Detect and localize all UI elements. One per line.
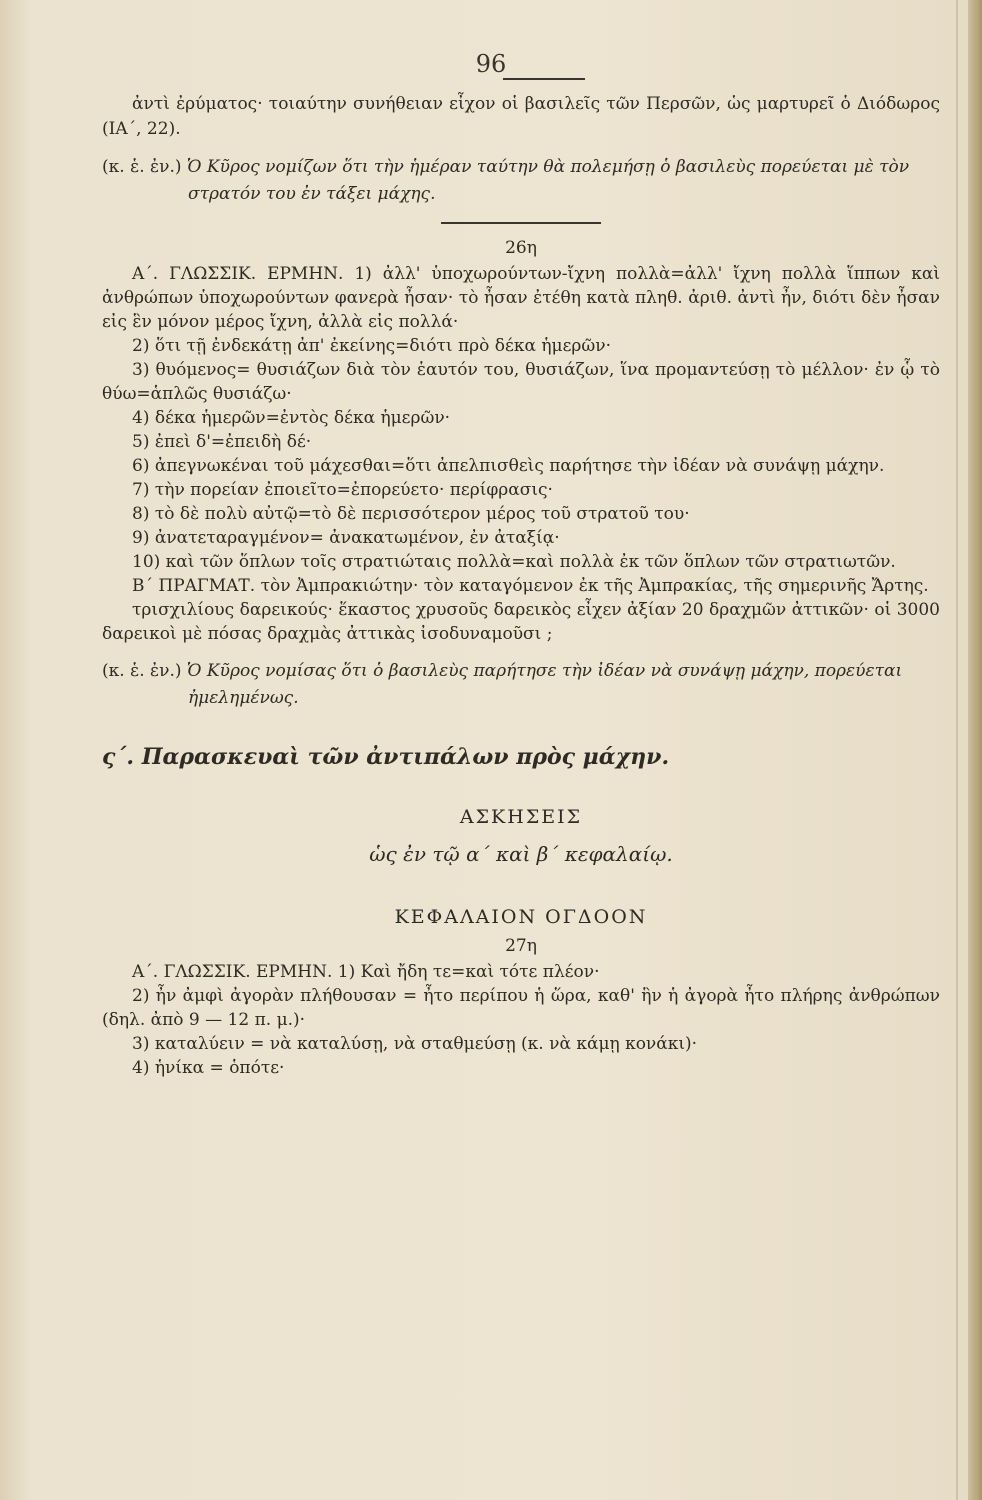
gloss-item: 10) καὶ τῶν ὅπλων τοῖς στρατιώταις πολλὰ=καὶ πολλὰ ἐκ τῶν ὅπλων τῶν στρατιωτῶν. xyxy=(132,552,896,572)
gloss-item: 2) ἦν ἀμφὶ ἀγορὰν πλήθουσαν = ἦτο περίπου ἡ ὥρα, καθ' ἣν ἡ ἀγορὰ ἦτο πλήρης ἀνθρώπων (δηλ. ἀπὸ 9 — 12 π. μ.)· xyxy=(102,986,940,1030)
gloss-item: Α΄. ΓΛΩΣΣΙΚ. ΕΡΜΗΝ. 1) ἀλλ' ὑποχωρούντων-ἴχνη πολλὰ=ἀλλ' ἴχνη πολλὰ ἵππων καὶ ἀνθρώπων ὑποχωρούντων φανερὰ ἦσαν· τὸ ἦσαν ἐτέθη κατὰ πληθ. ἀριθ. ἀντὶ ἦν, διότι δὲν ἦσαν εἰς ἓν μόνον μέρος ἴχνη, ἀλλὰ εἰς πολλά· xyxy=(102,264,940,332)
section-heading: ς΄. Παρασκευαὶ τῶν ἀντιπάλων πρὸς μάχην. xyxy=(102,744,670,770)
gloss-item: τρισχιλίους δαρεικούς· ἕκαστος χρυσοῦς δαρεικὸς εἶχεν ἀξίαν 20 δραχμῶν ἀττικῶν· οἱ 3000 δαρεικοὶ μὲ πόσας δραχμὰς ἀττικὰς ἰσοδυναμοῦσι ; xyxy=(102,600,940,644)
section-26-example-label: (κ. ἑ. ἐν.) xyxy=(102,661,182,681)
gloss-item: 4) ἡνίκα = ὁπότε· xyxy=(132,1058,285,1078)
gloss-item: 9) ἀνατεταραγμένον= ἀνακατωμένον, ἐν ἀταξίᾳ· xyxy=(132,528,560,548)
section-number-27: 27η xyxy=(505,936,537,956)
gloss-item: 7) τὴν πορείαν ἐποιεῖτο=ἐπορεύετο· περίφρασις· xyxy=(132,480,553,500)
gloss-item: Β΄ ΠΡΑΓΜΑΤ. τὸν Ἀμπρακιώτην· τὸν καταγόμενον ἐκ τῆς Ἀμπρακίας, τῆς σημερινῆς Ἄρτης. xyxy=(132,576,929,596)
chapter-title: ΚΕΦΑΛΑΙΟΝ ΟΓΔΟΟΝ xyxy=(394,906,648,928)
exercises-subtitle: ὡς ἐν τῷ α΄ καὶ β΄ κεφαλαίῳ. xyxy=(369,842,673,866)
intro-example-text: Ὁ Κῦρος νομίζων ὅτι τὴν ἡμέραν ταύτην θὰ πολεμήσῃ ὁ βασιλεὺς πορεύεται μὲ τὸν στρατόν του ἐν τάξει μάχης. xyxy=(186,157,910,204)
page-number-underline xyxy=(503,78,585,80)
gloss-item: 4) δέκα ἡμερῶν=ἐντὸς δέκα ἡμερῶν· xyxy=(132,408,451,428)
gloss-item: 6) ἀπεγνωκέναι τοῦ μάχεσθαι=ὅτι ἀπελπισθεὶς παρήτησε τὴν ἰδέαν νὰ συνάψῃ μάχην. xyxy=(132,456,885,476)
gloss-item: 2) ὅτι τῇ ἐνδεκάτῃ ἀπ' ἐκείνης=διότι πρὸ δέκα ἡμερῶν· xyxy=(132,336,611,356)
gloss-item: 5) ἐπεὶ δ'=ἐπειδὴ δέ· xyxy=(132,432,312,452)
intro-text: ἀντὶ ἐρύματος· τοιαύτην συνήθειαν εἶχον οἱ βασιλεῖς τῶν Περσῶν, ὡς μαρτυρεῖ ὁ Διόδωρος (ΙΑ΄, 22). xyxy=(102,94,940,139)
exercises-title: ΑΣΚΗΣΕΙΣ xyxy=(459,806,583,828)
section-26-example xyxy=(102,658,940,712)
section-divider xyxy=(441,222,601,224)
page-content xyxy=(102,92,940,1080)
intro-example-label: (κ. ἑ. ἐν.) xyxy=(102,157,182,177)
page-edge xyxy=(968,0,982,1500)
section-number-26: 26η xyxy=(505,238,537,258)
page-edge-line xyxy=(956,0,958,1500)
gloss-item: 3) καταλύειν = νὰ καταλύσῃ, νὰ σταθμεύσῃ (κ. νὰ κάμῃ κονάκι)· xyxy=(132,1034,698,1054)
intro-example xyxy=(102,154,940,208)
section-26-example-text: Ὁ Κῦρος νομίσας ὅτι ὁ βασιλεὺς παρήτησε τὴν ἰδέαν νὰ συνάψῃ μάχην, πορεύεται ἠμελημένως. xyxy=(186,661,903,708)
gloss-item: Α΄. ΓΛΩΣΣΙΚ. ΕΡΜΗΝ. 1) Καὶ ἤδη τε=καὶ τότε πλέον· xyxy=(132,962,600,982)
page-number: 96 xyxy=(475,50,507,78)
gloss-item: 8) τὸ δὲ πολὺ αὐτῷ=τὸ δὲ περισσότερον μέρος τοῦ στρατοῦ του· xyxy=(132,504,690,524)
gloss-item: 3) θυόμενος= θυσιάζων διὰ τὸν ἑαυτόν του, θυσιάζων, ἵνα προμαντεύσῃ τὸ μέλλον· ἐν ᾧ τὸ θύω=ἁπλῶς θυσιάζω· xyxy=(102,360,940,404)
